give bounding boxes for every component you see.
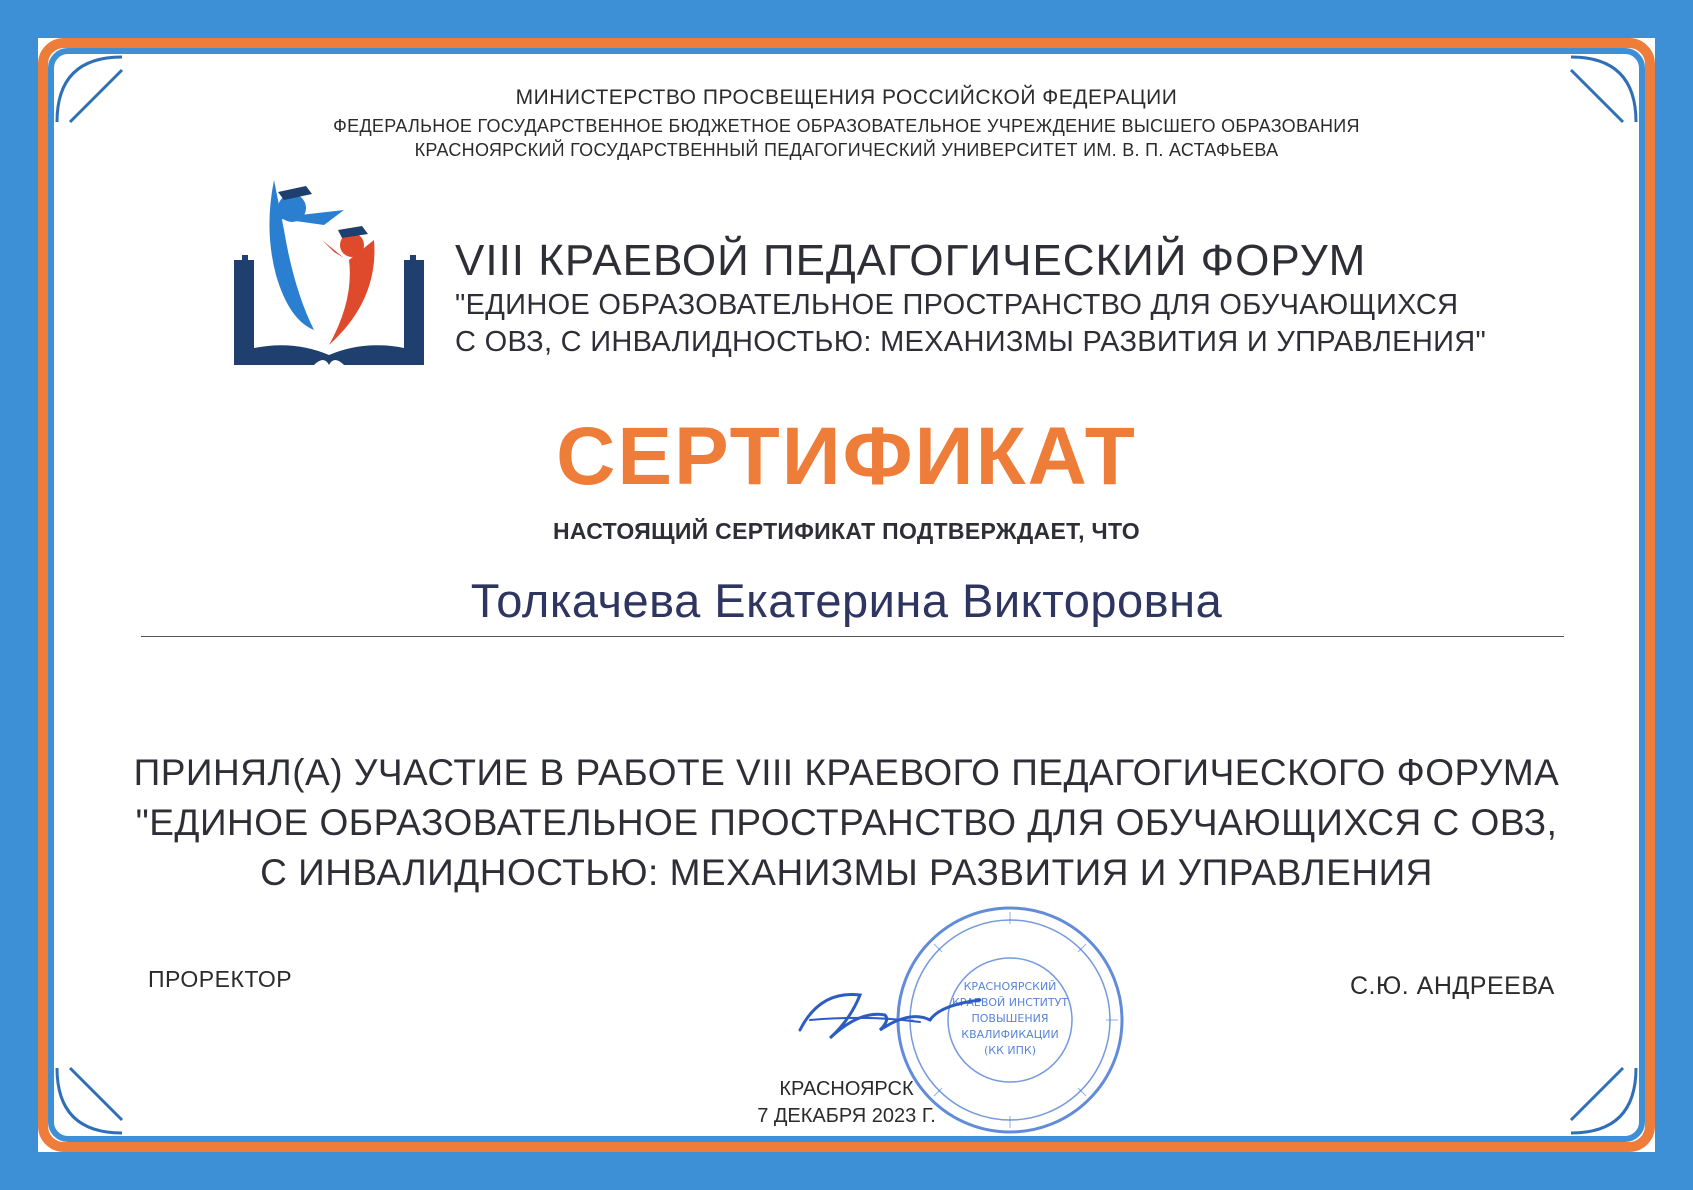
stamp-text-line-5: (КК ИПК) (983, 1044, 1037, 1057)
forum-subtitle-line-2: С ОВЗ, С ИНВАЛИДНОСТЬЮ: МЕХАНИЗМЫ РАЗВИТИЯ И УПРАВЛЕНИЯ" (455, 326, 1487, 358)
stamp-text-line-2: КРАЕВОЙ ИНСТИТУТ (951, 996, 1069, 1009)
stamp-text-line-3: ПОВЫШЕНИЯ (971, 1012, 1049, 1025)
participation-line-3: С ИНВАЛИДНОСТЬЮ: МЕХАНИЗМЫ РАЗВИТИЯ И УПРАВЛЕНИЯ (260, 852, 1433, 893)
city-name: КРАСНОЯРСК (779, 1078, 914, 1100)
ministry-name: МИНИСТЕРСТВО ПРОСВЕЩЕНИЯ РОССИЙСКОЙ ФЕДЕРАЦИИ (515, 86, 1178, 109)
institution-line-2: КРАСНОЯРСКИЙ ГОСУДАРСТВЕННЫЙ ПЕДАГОГИЧЕСКИЙ УНИВЕРСИТЕТ ИМ. В. П. АСТАФЬЕВА (414, 140, 1279, 160)
certificate-heading: СЕРТИФИКАТ (556, 411, 1137, 502)
signer-role: ПРОРЕКТОР (148, 966, 293, 992)
participation-line-1: ПРИНЯЛ(А) УЧАСТИЕ В РАБОТЕ VIII КРАЕВОГО ПЕДАГОГИЧЕСКОГО ФОРУМА (133, 752, 1560, 793)
forum-logo (234, 180, 424, 370)
forum-title: VIII КРАЕВОЙ ПЕДАГОГИЧЕСКИЙ ФОРУМ (455, 236, 1367, 285)
participation-text (0, 748, 1693, 898)
stamp-text-line-4: КВАЛИФИКАЦИИ (961, 1028, 1059, 1041)
forum-heading-block (455, 235, 1555, 361)
participation-line-2: "ЕДИНОЕ ОБРАЗОВАТЕЛЬНОЕ ПРОСТРАНСТВО ДЛЯ ОБУЧАЮЩИХСЯ С ОВЗ, (135, 802, 1558, 843)
certificate-date: 7 ДЕКАБРЯ 2023 Г. (757, 1105, 936, 1127)
handwritten-signature (790, 960, 990, 1060)
forum-subtitle-line-1: "ЕДИНОЕ ОБРАЗОВАТЕЛЬНОЕ ПРОСТРАНСТВО ДЛЯ ОБУЧАЮЩИХСЯ (455, 289, 1459, 321)
recipient-name: Толкачева Екатерина Викторовна (470, 574, 1223, 627)
signer-name: С.Ю. АНДРЕЕВА (1350, 972, 1555, 1000)
stamp-text-line-1: КРАСНОЯРСКИЙ (963, 980, 1057, 993)
certificate-confirms-text: НАСТОЯЩИЙ СЕРТИФИКАТ ПОДТВЕРЖДАЕТ, ЧТО (553, 518, 1140, 544)
name-underline (141, 636, 1564, 637)
institution-line-1: ФЕДЕРАЛЬНОЕ ГОСУДАРСТВЕННОЕ БЮДЖЕТНОЕ ОБРАЗОВАТЕЛЬНОЕ УЧРЕЖДЕНИЕ ВЫСШЕГО ОБРАЗОВАНИЯ (333, 116, 1360, 136)
